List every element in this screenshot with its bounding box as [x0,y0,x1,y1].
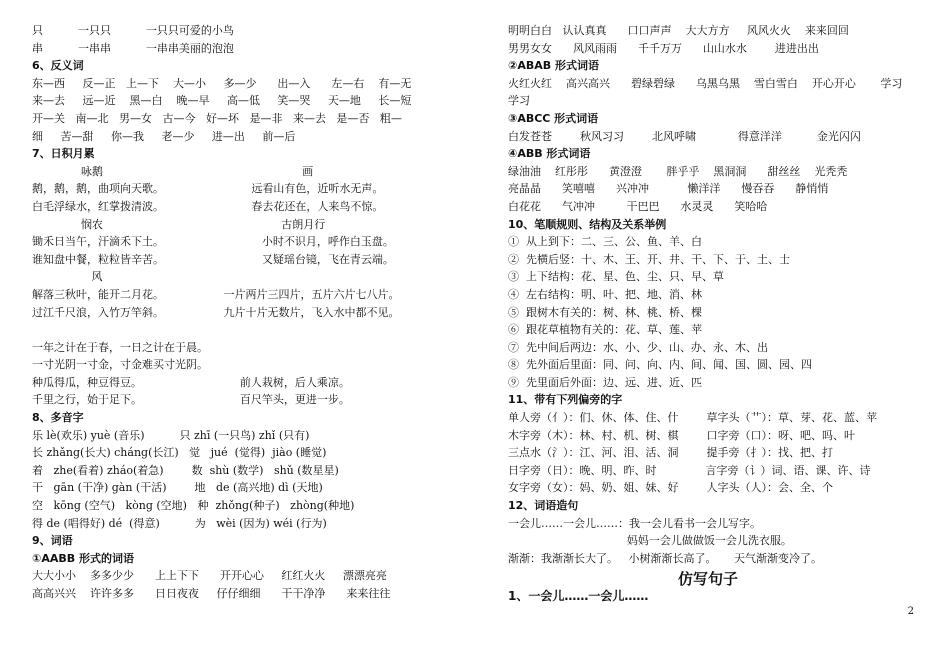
text-line: 木字旁（木）：林、村、机、树、棋 口字旁（口）：呀、吧、吗、叶 [508,428,855,442]
text-line: 空 kōng (空气) kòng (空地) 种 zhǒng(种子) zhòng(种地) [32,499,355,513]
text-line: ② 先横后竖：十、木、王、开、井、干、下、于、土、士 [508,252,790,266]
text-line: 大大小小 多多少少 上上下下 开开心心 红红火火 漂漂亮亮 [32,569,387,583]
text-line: 渐渐：我渐渐长大了。 小树渐渐长高了。 天气渐渐变冷了。 [508,551,822,565]
text-line: 过江千尺浪，入竹万竿斜。 九片十片无数片，飞入水中都不见。 [32,305,400,319]
text-line: 明明白白 认认真真 口口声声 大大方方 风风火火 来来回回 [508,24,849,37]
text-line: 日字旁（日）：晚、明、昨、时 言字旁（讠）词、语、课、许、诗 [508,463,871,477]
text-line: 只 一只只 一只只可爱的小鸟 [32,24,234,37]
section-heading: ④ABB 形式词语 [508,147,591,161]
text-line: 锄禾日当午，汗滴禾下土。 小时不识月，呼作白玉盘。 [32,235,394,249]
text-line: ⑥ 跟花草植物有关的：花、草、莲、苹 [508,323,702,337]
section-heading: 6、反义词 [32,59,84,73]
left-column [32,22,462,603]
text-line: 乐 lè(欢乐) yuè (音乐) 只 zhī (一只鸟) zhǐ (只有) [32,428,310,442]
text-line: 单人旁（亻）：们、休、体、住、什 草字头（艹）：草、芽、花、蓝、苹 [508,411,877,425]
text-line: 悯农 古朗月行 [32,217,326,231]
text-line: 白毛浮绿水，红掌拨清波。 春去花还在，人来鸟不惊。 [32,199,384,213]
text-line: 三点水（氵）：江、河、泪、活、洞 提手旁（扌）：找、把、打 [508,446,833,460]
text-line: 种瓜得瓜，种豆得豆。 前人栽树，后人乘凉。 [32,375,350,389]
text-line: 来—去 远—近 黑—白 晚—早 高—低 笑—哭 天—地 长—短 [32,94,412,108]
section-heading: 8、多音字 [32,411,84,425]
text-line: 火红火红 高兴高兴 碧绿碧绿 乌黑乌黑 雪白雪白 开心开心 学习 [508,76,903,90]
section-heading: ③ABCC 形式词语 [508,111,599,125]
text-line: 高高兴兴 许许多多 日日夜夜 仔仔细细 干干净净 来来往往 [32,587,391,600]
text-line: 白花花 气冲冲 干巴巴 水灵灵 笑哈哈 [508,199,768,213]
section-heading: 7、日积月累 [32,147,95,161]
section-heading: 9、词语 [32,534,73,548]
text-line: 得 de (唱得好) dé (得意) 为 wèi (因为) wéi (行为) [32,516,327,530]
text-line: 千里之行，始于足下。 百尺竿头，更进一步。 [32,393,350,407]
text-line: 妈妈一会儿做做饭一会儿洗衣服。 [508,534,792,548]
text-line: 咏鹅 画 [32,164,314,178]
text-line: 鹅，鹅，鹅，曲项向天歌。 远看山有色，近听水无声。 [32,182,384,196]
text-line: 串 一串串 一串串美丽的泡泡 [32,41,234,55]
section-heading: 12、词语造句 [508,499,579,513]
text-line: 着 zhe(看着) zháo(着急) 数 shù (数学) shǔ (数星星) [32,463,339,477]
text-line: 东—西 反—正 上—下 大—小 多—少 出—入 左—右 有—无 [32,76,412,90]
text-line: 开—关 南—北 男—女 古—今 好—坏 是—非 来—去 是—否 粗— [32,111,402,125]
exercise-area [508,588,648,606]
exercise-heading: 1、一会儿……一会儿…… [508,589,649,603]
section-heading: 10、笔顺规则、结构及关系举例 [508,217,667,231]
text-line: 一年之计在于春，一日之计在于晨。 [32,340,208,354]
text-line: 学习 [508,94,530,108]
text-line: ⑨ 先里面后外面：边、远、进、近、匹 [508,375,702,389]
page-number: 2 [907,606,914,617]
text-line: 谁知盘中餐，粒粒皆辛苦。 又疑瑶台镜，飞在青云端。 [32,252,394,266]
section-heading: ①AABB 形式的词语 [32,551,134,565]
text-line: ③ 上下结构：花、星、色、尘、只、早、草 [508,270,724,284]
text-line: ⑤ 跟树木有关的：树、林、桃、桥、棵 [508,305,702,319]
text-line: 白发苍苍 秋风习习 北风呼啸 得意洋洋 金光闪闪 [508,129,861,143]
text-line: 男男女女 风风雨雨 千千万万 山山水水 进进出出 [508,41,819,55]
text-line: 细 苦—甜 你—我 老—少 进—出 前—后 [32,129,296,143]
text-line: 女字旁（女）：妈、奶、姐、妹、好 人字头（人）：会、全、个 [508,481,833,495]
text-line: ① 从上到下：二、三、公、鱼、羊、白 [508,235,702,249]
text-line: ⑧ 先外面后里面：同、问、向、内、间、闻、国、圆、园、四 [508,358,812,372]
text-line: 亮晶晶 笑嘻嘻 兴冲冲 懒洋洋 慢吞吞 静悄悄 [508,182,829,196]
text-line: 一会儿……一会儿……：我一会儿看书一会儿写字。 [508,516,761,530]
text-line: ⑦ 先中间后两边：水、小、少、山、办、永、木、出 [508,340,768,354]
text-line: 干 gān (干净) gàn (干活) 地 de (高兴地) dì (天地) [32,481,323,495]
section-heading: ②ABAB 形式词语 [508,59,599,73]
section-heading: 11、带有下列偏旁的字 [508,393,623,407]
text-line: 绿油油 红彤彤 黄澄澄 胖乎乎 黑洞洞 甜丝丝 光秃秃 [508,164,848,178]
text-line: 风 [32,270,103,284]
right-column [508,22,928,567]
section-title: 仿写句子 [678,570,739,588]
text-line: ④ 左右结构：明、叶、把、地、消、林 [508,287,702,301]
text-line: 解落三秋叶，能开二月花。 一片两片三四片，五片六片七八片。 [32,287,400,301]
text-line [32,321,462,339]
text-line: 长 zhǎng(长大) cháng(长江) 觉 jué (觉得) jiào (睡觉) [32,446,327,460]
text-line: 一寸光阴一寸金，寸金难买寸光阴。 [32,358,208,372]
